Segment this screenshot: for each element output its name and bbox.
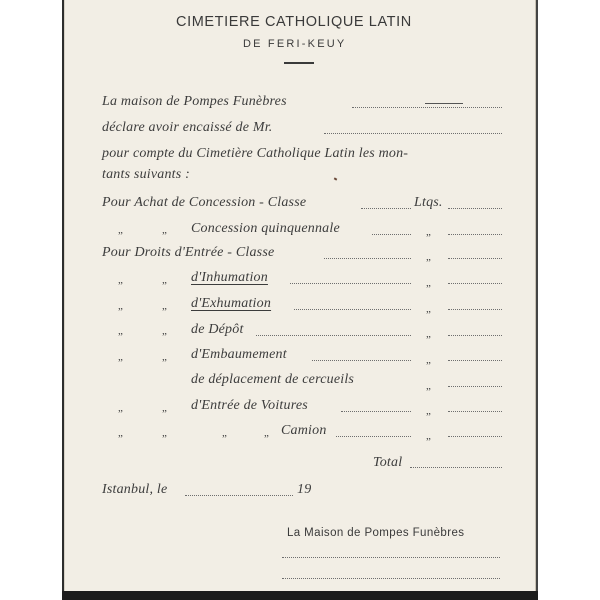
house-name-line bbox=[352, 107, 502, 108]
quinquennale-amount-line bbox=[448, 234, 502, 235]
ditto-mark: „ bbox=[118, 325, 124, 337]
row-concession-quinquennale: Concession quinquennale bbox=[191, 221, 340, 236]
ditto-mark: „ bbox=[426, 354, 432, 366]
exhumation-line bbox=[294, 309, 411, 310]
year-prefix: 19 bbox=[297, 482, 312, 497]
scan-edge-bottom bbox=[62, 591, 538, 600]
quinquennale-line bbox=[372, 234, 411, 235]
ditto-mark: „ bbox=[426, 328, 432, 340]
ditto-mark: „ bbox=[264, 427, 270, 439]
ditto-mark: „ bbox=[426, 430, 432, 442]
date-line bbox=[185, 495, 293, 496]
row-droits-entree: Pour Droits d'Entrée - Classe bbox=[102, 245, 275, 260]
intro-line-1: La maison de Pompes Funèbres bbox=[102, 94, 287, 109]
currency-label: Ltqs. bbox=[414, 195, 443, 210]
ditto-mark: „ bbox=[162, 300, 168, 312]
voitures-amount-line bbox=[448, 411, 502, 412]
total-label: Total bbox=[373, 455, 403, 470]
voitures-line bbox=[341, 411, 411, 412]
cemetery-subtitle: DE FERI-KEUY bbox=[243, 38, 347, 50]
ditto-mark: „ bbox=[162, 274, 168, 286]
achat-class-line bbox=[361, 208, 411, 209]
ditto-mark: „ bbox=[118, 402, 124, 414]
header-rule bbox=[284, 62, 314, 64]
intro-line-4: tants suivants : bbox=[102, 167, 190, 182]
ditto-mark: „ bbox=[162, 427, 168, 439]
signature-label: La Maison de Pompes Funèbres bbox=[287, 527, 465, 539]
row-depot: de Dépôt bbox=[191, 322, 244, 337]
house-name-mark bbox=[425, 103, 463, 104]
row-deplacement: de déplacement de cercueils bbox=[191, 372, 355, 387]
ditto-mark: „ bbox=[118, 224, 124, 236]
ditto-mark: „ bbox=[426, 251, 432, 263]
signature-line-1 bbox=[282, 557, 500, 558]
exhumation-amount-line bbox=[448, 309, 502, 310]
ditto-mark: „ bbox=[118, 300, 124, 312]
camion-line bbox=[336, 436, 411, 437]
inhumation-amount-line bbox=[448, 283, 502, 284]
ditto-mark: „ bbox=[162, 351, 168, 363]
achat-amount-line bbox=[448, 208, 502, 209]
ditto-mark: „ bbox=[162, 402, 168, 414]
ditto-mark: „ bbox=[222, 427, 228, 439]
ditto-mark: „ bbox=[162, 325, 168, 337]
ditto-mark: „ bbox=[118, 351, 124, 363]
embaumement-line bbox=[312, 360, 411, 361]
depot-amount-line bbox=[448, 335, 502, 336]
payer-name-line bbox=[324, 133, 502, 134]
place-date-label: Istanbul, le bbox=[102, 482, 168, 497]
ditto-mark: „ bbox=[426, 380, 432, 392]
droits-amount-line bbox=[448, 258, 502, 259]
deplacement-amount-line bbox=[448, 386, 502, 387]
row-entree-voitures: d'Entrée de Voitures bbox=[191, 398, 308, 413]
row-achat-concession: Pour Achat de Concession - Classe bbox=[102, 195, 307, 210]
row-camion: Camion bbox=[281, 423, 327, 438]
cemetery-title: CIMETIERE CATHOLIQUE LATIN bbox=[176, 14, 412, 30]
depot-line bbox=[256, 335, 411, 336]
row-exhumation: d'Exhumation bbox=[191, 296, 272, 311]
embaumement-amount-line bbox=[448, 360, 502, 361]
intro-line-3: pour compte du Cimetière Catholique Latin les mon- bbox=[102, 146, 409, 161]
receipt-form bbox=[64, 0, 536, 600]
total-amount-line bbox=[410, 467, 502, 468]
ditto-mark: „ bbox=[426, 277, 432, 289]
ditto-mark: „ bbox=[118, 274, 124, 286]
ditto-mark: „ bbox=[118, 427, 124, 439]
row-embaumement: d'Embaumement bbox=[191, 347, 287, 362]
row-inhumation: d'Inhumation bbox=[191, 270, 268, 285]
intro-line-2: déclare avoir encaissé de Mr. bbox=[102, 120, 273, 135]
ditto-mark: „ bbox=[162, 224, 168, 236]
ditto-mark: „ bbox=[426, 226, 432, 238]
inhumation-line bbox=[290, 283, 411, 284]
signature-line-2 bbox=[282, 578, 500, 579]
ditto-mark: „ bbox=[426, 405, 432, 417]
scan-edge-right bbox=[536, 0, 538, 600]
camion-amount-line bbox=[448, 436, 502, 437]
droits-class-line bbox=[324, 258, 411, 259]
ditto-mark: „ bbox=[426, 303, 432, 315]
